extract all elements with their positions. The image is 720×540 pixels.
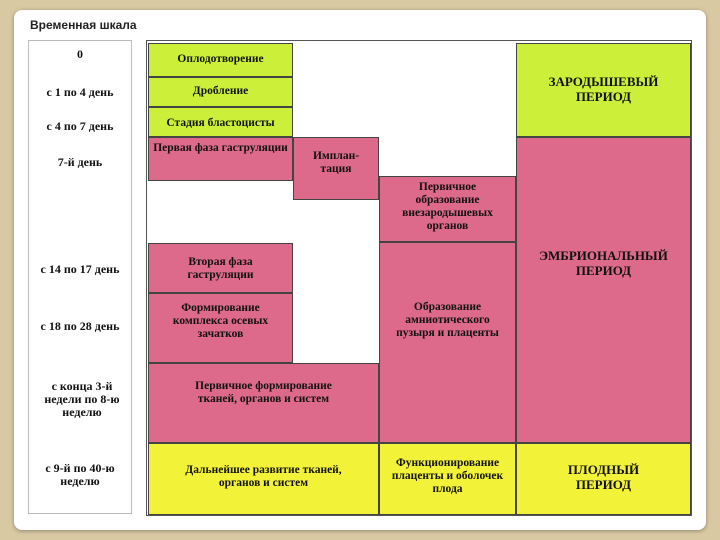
time-label: 0 [77, 47, 83, 61]
stage-gastrulation-1: Первая фаза гаструляции [148, 137, 293, 181]
timeline-column [28, 40, 132, 514]
timeline-title: Временная шкала [30, 18, 137, 32]
period-embryonic: ЭМБРИОНАЛЬНЫЙ ПЕРИОД [516, 137, 691, 443]
stage-primary-tissues: Первичное формирование тканей, органов и систем [148, 363, 379, 443]
stage-amnion-placenta: Образование амниотического пузыря и плаценты [379, 242, 516, 443]
time-label: с конца 3-й недели по 8-ю неделю [44, 379, 120, 419]
stage-cleavage: Дробление [148, 77, 293, 107]
stage-extraembryonic: Первичное образование внезародышевых органов [379, 176, 516, 242]
time-label: с 18 по 28 день [40, 319, 120, 333]
time-label: с 4 по 7 день [46, 119, 114, 133]
time-label: 7-й день [57, 155, 103, 169]
period-fetal: ПЛОДНЫЙ ПЕРИОД [516, 443, 691, 515]
stage-fertilization: Оплодотворение [148, 43, 293, 77]
stage-blastocyst: Стадия бластоцисты [148, 107, 293, 137]
stage-further-development: Дальнейшее развитие тканей, органов и систем [148, 443, 379, 515]
time-label: с 14 по 17 день [40, 262, 120, 276]
stage-axial-complex: Формирование комплекса осевых зачатков [148, 293, 293, 363]
time-label: с 9-й по 40-ю неделю [45, 461, 115, 488]
period-germinal: ЗАРОДЫШЕВЫЙ ПЕРИОД [516, 43, 691, 137]
time-label: с 1 по 4 день [46, 85, 114, 99]
stage-placenta-function: Функционирование плаценты и оболочек плода [379, 443, 516, 515]
stage-implantation: Имплан-тация [293, 137, 379, 200]
stage-gastrulation-2: Вторая фаза гаструляции [148, 243, 293, 293]
